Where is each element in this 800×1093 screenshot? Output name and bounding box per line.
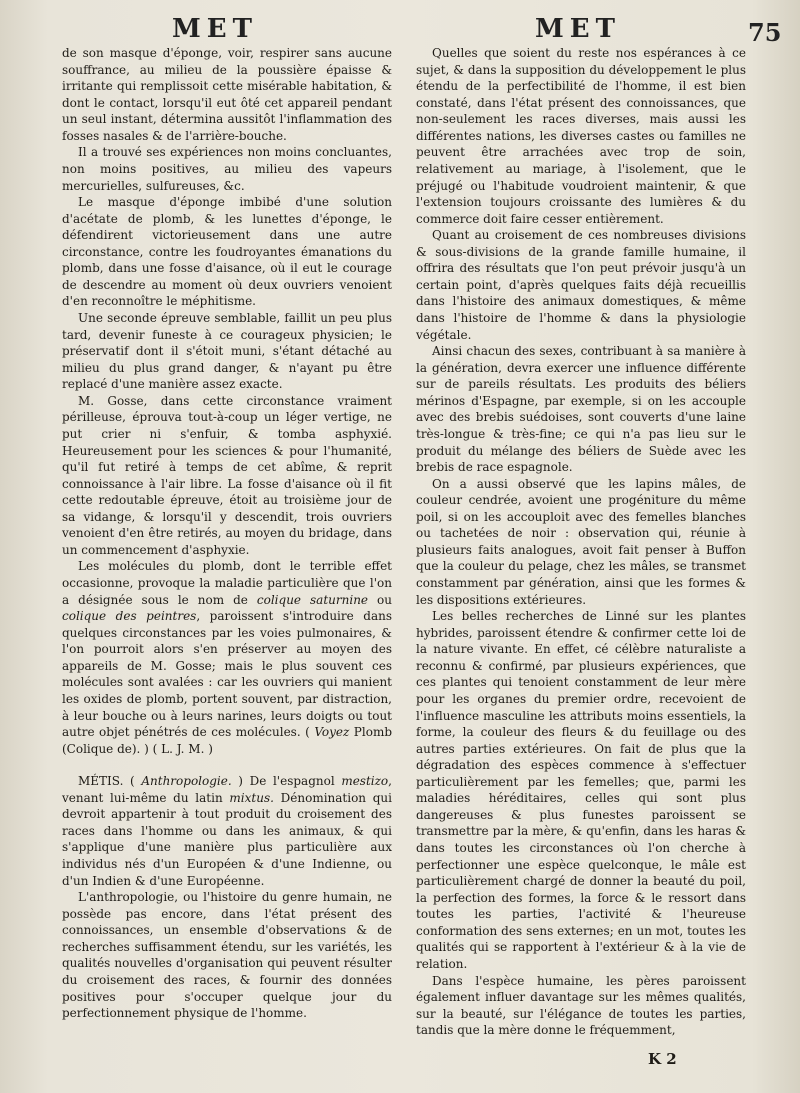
- entry-heading-paragraph: [62, 773, 392, 889]
- paragraph: Quelles que soient du reste nos espérances à ce sujet, & dans la supposition du développement le plus étendu de la perfectibilité de l'homme, il est bien constaté, dans l'état présent des connoissances, que non-seulement les races diverses, mais aussi les différentes nations, les diverses castes ou familles ne peuvent être arrachées avec trop de soin, relativement au mariage, à l'isolement, que le préjugé ou l'habitude voudroient maintenir, & que l'extension toujours croissante des lumières & du commerce doit faire cesser entièrement.: [416, 46, 746, 226]
- running-head: [0, 14, 800, 46]
- italic-term: mixtus.: [229, 790, 274, 805]
- text-run: , venant lui-même du latin: [62, 774, 392, 805]
- signature-mark: K 2: [648, 1050, 677, 1068]
- text-run: , paroissent s'introduire dans quelques circonstances par les voies pulmonaires, & l'on pourroit alors s'en préserver au moyen des appareils de M. Gosse; mais le plus souvent ces molécules sont avalées : car les ouvriers qui manient les oxides de plomb, portent souvent, par distraction, à leur bouche ou à leurs narines, leurs doigts ou tout autre objet pénétrés de ces molécules. (: [62, 609, 392, 740]
- paragraph: Ainsi chacun des sexes, contribuant à sa manière à la génération, devra exercer une influence différente sur de pareils résultats. Les produits des béliers mérinos d'Espagne, par exemple, si on les accouple avec des brebis suédoises, sont couverts d'une laine très-longue & très-fine; ce qui n'a pas lieu sur le produit du mélange des béliers de Suède avec les brebis de race espagnole.: [416, 344, 746, 475]
- text-run: Plomb (Colique de). ) ( L. J. M. ): [62, 725, 392, 756]
- italic-term: Anthropologie.: [141, 774, 232, 789]
- paragraph: de son masque d'éponge, voir, respirer sans aucune souffrance, au milieu de la poussière épaisse & irritante qui remplissoit cette misérable habitation, & dont le contact, lorsqu'il eut ôté cet appareil pendant un seul instant, détermina aussitôt l'inflammation des fosses nasales & de l'arrière-bouche.: [62, 46, 392, 143]
- paragraph: On a aussi observé que les lapins mâles, de couleur cendrée, avoient une progéniture du même poil, si on les accouploit avec des femelles blanches ou tachetées de noir : observation qui, réunie à plusieurs faits analogues, avoit fait penser à Buffon que la couleur du pelage, chez les mâles, se transmet constamment par génération, ainsi que les formes & les dispositions extérieures.: [416, 476, 746, 607]
- running-head-left: MET: [172, 14, 258, 44]
- italic-term: mestizo: [341, 774, 389, 789]
- text-run: ou: [368, 592, 392, 607]
- italic-term: colique saturnine: [256, 592, 369, 607]
- right-column: [416, 45, 746, 1039]
- paragraph: L'anthropologie, ou l'histoire du genre humain, ne possède pas encore, dans l'état présent des connoissances, un ensemble d'observations & de recherches suffisamment étendu, sur les variétés, les qualités nouvelles d'organisation qui peuvent résulter du croisement des races, & fournir des données positives pour s'occuper quelque jour du perfectionnement physique de l'homme.: [62, 890, 392, 1021]
- paragraph: Quant au croisement de ces nombreuses divisions & sous-divisions de la grande famille humaine, il offrira des résultats que l'on peut prévoir jusqu'à un certain point, d'après quelques faits déjà recueillis dans l'histoire des animaux domestiques, & même dans l'histoire de l'homme & dans la physiologie végétale.: [416, 228, 746, 342]
- running-head-right: MET: [535, 14, 621, 44]
- italic-term: Voyez: [314, 725, 350, 740]
- text-run: Dénomination qui devroit appartenir à tout produit du croisement des races dans l'homme ou dans les animaux, & qui s'applique d'une manière plus particulière aux individus nés d'un Européen & d'une Indienne, ou d'un Indien & d'une Européenne.: [62, 790, 392, 888]
- paragraph: Une seconde épreuve semblable, faillit un peu plus tard, devenir funeste à ce courageux physicien; le préservatif dont il s'étoit muni, s'étant détaché au milieu du plus grand danger, & n'ayant pu être replacé d'une manière assez exacte.: [62, 311, 392, 392]
- paragraph: [62, 558, 392, 757]
- paragraph: Les belles recherches de Linné sur les plantes hybrides, paroissent étendre & confirmer cette loi de la nature vivante. En effet, cé célèbre naturaliste a reconnu & confirmé, par plusieurs expériences, que ces plantes qui tenoient constamment de leur mère pour les organes du premier ordre, recevoient de l'influence masculine les attributs moins essentiels, la forme, la couleur des fleurs & du feuillage ou des autres parties extérieures. On fait de plus que la dégradation des espèces commence à s'effectuer particulièrement par les femelles; que, parmi les maladies héréditaires, celles qui sont plus dangereuses & plus funestes paroissent se transmettre par la mère, & qu'enfin, dans les haras & dans toutes les circonstances où l'on cherche à perfectionner une espèce quelconque, le mâle est particulièrement chargé de donner la beauté du poil, la perfection des formes, la force & le ressort dans toutes les parties, l'activité & l'heureuse conformation des sens externes; en un mot, toutes les qualités qui se rapportent à l'extérieur & à la vie de relation.: [416, 609, 746, 971]
- paragraph: Le masque d'éponge imbibé d'une solution d'acétate de plomb, & les lunettes d'éponge, le défendirent victorieusement dans une autre circonstance, contre les foudroyantes émanations du plomb, dans une fosse d'aisance, où il eut le courage de descendre au moment où deux ouvriers venoient d'en reconnoître le méphitisme.: [62, 195, 392, 309]
- left-column: [62, 45, 392, 1022]
- page-number: 75: [748, 18, 782, 47]
- text-run: ) De l'espagnol: [231, 774, 342, 789]
- paragraph: Il a trouvé ses expériences non moins concluantes, non moins positives, au milieu des vapeurs mercurielles, sulfureuses, &c.: [62, 145, 392, 193]
- paragraph: M. Gosse, dans cette circonstance vraiment périlleuse, éprouva tout-à-coup un léger vertige, ne put crier ni s'enfuir, & tomba asphyxié. Heureusement pour les sciences & pour l'humanité, qu'il fut retiré à temps de cet abîme, & reprit connoissance à l'air libre. La fosse d'aisance où il fit cette redoutable épreuve, étoit au troisième jour de sa vidange, & lorsqu'il y descendit, trois ouvriers venoient d'en être retirés, au moyen du bridage, dans un commencement d'asphyxie.: [62, 393, 392, 557]
- italic-term: colique des peintres: [62, 609, 197, 624]
- paragraph: Dans l'espèce humaine, les pères paroissent également influer davantage sur les mêmes qualités, sur la beauté, sur l'élégance de toutes les parties, tandis que la mère donne le fréquemment,: [416, 973, 746, 1038]
- text-run: Les molécules du plomb, dont le terrible effet occasionne, provoque la maladie particulière que l'on a désignée sous le nom de: [62, 559, 392, 607]
- text-run: MÉTIS. (: [78, 774, 142, 789]
